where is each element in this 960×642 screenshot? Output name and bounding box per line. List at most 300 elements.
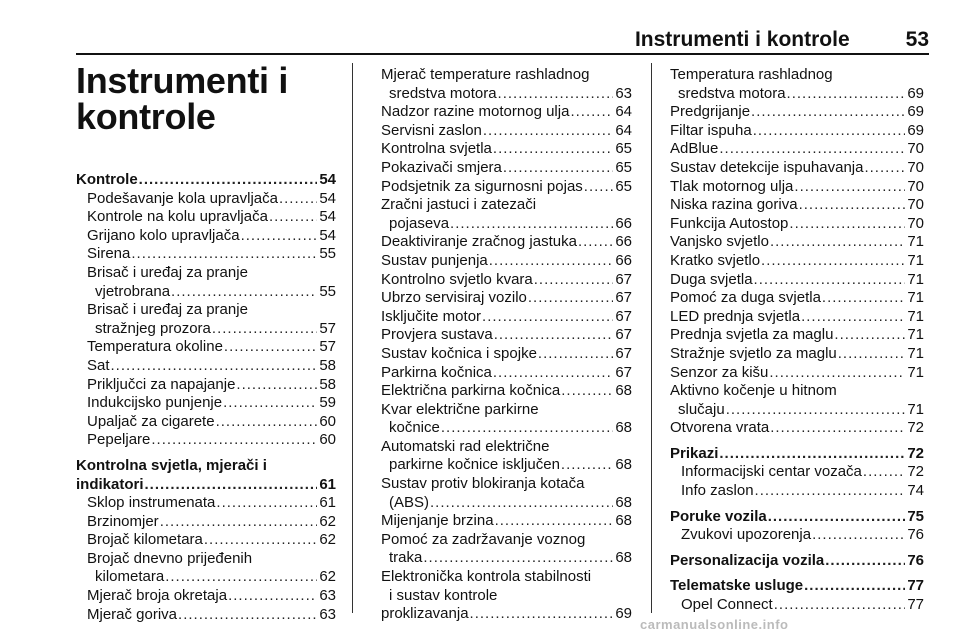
toc-entry	[381, 345, 632, 364]
toc-page-number: 71	[907, 251, 924, 269]
page-number: 53	[905, 28, 929, 51]
toc-section	[76, 171, 336, 190]
toc-entry-line	[87, 394, 336, 413]
toc-entry	[670, 364, 924, 383]
toc-entry	[76, 431, 336, 450]
toc-entry-line	[76, 171, 336, 190]
dot-leader	[224, 338, 317, 357]
toc-entry-line	[670, 103, 924, 122]
toc-entry-line	[670, 577, 924, 596]
toc-entry-line	[87, 587, 336, 606]
toc-entry	[76, 338, 336, 357]
toc-page-number: 60	[319, 431, 336, 449]
toc-page-number: 76	[907, 551, 924, 569]
toc-entry-line	[87, 531, 336, 550]
toc-entry	[670, 103, 924, 122]
dot-leader	[470, 605, 614, 624]
toc-page-number: 64	[615, 121, 632, 139]
toc-entry-text: Personalizacija vozila	[670, 551, 825, 569]
dot-leader	[789, 215, 905, 234]
toc-entry	[670, 159, 924, 178]
toc-entry-text: Kontrolna svjetla	[381, 140, 492, 158]
toc-section	[670, 445, 924, 464]
dot-leader	[236, 376, 317, 395]
toc-entry-line	[670, 122, 924, 141]
toc-entry-line	[381, 382, 632, 401]
toc-entry-line	[381, 326, 632, 345]
toc-entry	[76, 245, 336, 264]
toc-entry	[76, 587, 336, 606]
dot-leader	[503, 159, 613, 178]
dot-leader	[561, 382, 613, 401]
toc-entry-line	[381, 103, 632, 122]
toc-entry-line	[670, 252, 924, 271]
toc-entry-text: Kratko svjetlo	[670, 251, 761, 269]
toc-entry-line	[670, 308, 924, 327]
dot-leader	[216, 494, 317, 513]
toc-entry-line	[87, 568, 336, 587]
toc-entry-text: Pomoć za duga svjetla	[670, 289, 821, 307]
toc-entry-line	[670, 364, 924, 383]
toc-page-number: 71	[907, 270, 924, 288]
toc-entry-text: Pokazivači smjera	[381, 158, 502, 176]
toc-entry	[670, 178, 924, 197]
toc-entry	[670, 196, 924, 215]
toc-entry	[76, 550, 336, 587]
toc-entry-line	[87, 431, 336, 450]
dot-leader	[768, 508, 906, 527]
dot-leader	[804, 577, 905, 596]
toc-entry	[670, 596, 924, 615]
toc-page-number: 66	[615, 233, 632, 251]
toc-entry-line	[681, 463, 924, 482]
toc-entry-text: Električna parkirna kočnica	[381, 382, 561, 400]
header-rule	[76, 53, 929, 55]
dot-leader	[498, 85, 614, 104]
toc-entry	[381, 289, 632, 308]
toc-entry	[381, 308, 632, 327]
toc-page-number: 60	[319, 412, 336, 430]
toc-entry-text: Nadzor razine motornog ulja	[381, 103, 570, 121]
dot-leader	[494, 326, 614, 345]
toc-page-number: 57	[319, 338, 336, 356]
toc-entry-text: Kontrole na kolu upravljača	[87, 208, 268, 226]
toc-page-number: 72	[907, 419, 924, 437]
toc-entry	[381, 271, 632, 290]
toc-entry-line	[381, 512, 632, 531]
toc-entry-line	[670, 552, 924, 571]
toc-entry-text: Opel Connect	[681, 596, 773, 614]
toc-entry	[76, 513, 336, 532]
dot-leader	[838, 345, 906, 364]
toc-entry	[670, 271, 924, 290]
toc-entry-text: Brojač kilometara	[87, 531, 203, 549]
toc-entry-text: Tlak motornog ulja	[670, 177, 794, 195]
toc-entry-text: Brojač dnevno prijeđenih	[87, 549, 253, 567]
toc-entry-text: Sat	[87, 356, 110, 374]
toc-entry-text: Brisač i uređaj za pranje	[87, 263, 248, 281]
dot-leader	[212, 320, 317, 339]
toc-entry	[76, 413, 336, 432]
toc-page-number: 54	[319, 189, 336, 207]
toc-page-number: 72	[907, 463, 924, 481]
toc-page-number: 72	[907, 444, 924, 462]
toc-entry-text: Telematske usluge	[670, 577, 804, 595]
toc-entry-line	[381, 308, 632, 327]
toc-entry-text: Info zaslon	[681, 482, 754, 500]
toc-entry-text: Podešavanje kola upravljača	[87, 189, 278, 207]
toc-entry	[76, 394, 336, 413]
dot-leader	[834, 326, 905, 345]
toc-entry-text: Sustav kočnica i spojke	[381, 344, 537, 362]
toc-entry-text: Temperatura rashladnog	[670, 66, 833, 83]
toc-entry	[76, 264, 336, 301]
dot-leader	[864, 159, 905, 178]
dot-leader	[799, 196, 906, 215]
toc-entry-line	[381, 159, 632, 178]
dot-leader	[423, 549, 613, 568]
toc-page-number: 68	[615, 382, 632, 400]
toc-page-number: 54	[319, 226, 336, 244]
toc-entry	[670, 140, 924, 159]
dot-leader	[863, 463, 905, 482]
toc-entry	[381, 364, 632, 383]
toc-entry	[670, 215, 924, 234]
toc-entry-line	[670, 85, 924, 104]
toc-entry-text: Zvukovi upozorenja	[681, 526, 812, 544]
toc-entry-text: Prednja svjetla za maglu	[670, 326, 834, 344]
toc-page-number: 61	[319, 494, 336, 512]
toc-entry-text: Indukcijsko punjenje	[87, 394, 223, 412]
toc-page-number: 67	[615, 363, 632, 381]
toc-entry-text: AdBlue	[670, 140, 719, 158]
toc-page-number: 74	[907, 482, 924, 500]
toc-page-number: 77	[907, 596, 924, 614]
dot-leader	[534, 271, 614, 290]
toc-page-number: 68	[615, 549, 632, 567]
dot-leader	[495, 512, 614, 531]
toc-entry	[76, 301, 336, 338]
dot-leader	[160, 513, 318, 532]
toc-entry-text: Isključite motor	[381, 307, 482, 325]
toc-entry-text: Sustav protiv blokiranja kotača	[381, 475, 585, 493]
toc-entry	[381, 326, 632, 345]
toc-page-number: 70	[907, 158, 924, 176]
toc-page-number: 67	[615, 326, 632, 344]
toc-entry-text: Aktivno kočenje u hitnom	[670, 382, 837, 400]
toc-entry	[670, 463, 924, 482]
toc-entry-text: Pomoć za zadržavanje voznog	[381, 530, 586, 548]
dot-leader	[751, 103, 905, 122]
toc-entry-line	[381, 233, 632, 252]
dot-leader	[770, 233, 905, 252]
toc-page-number: 65	[615, 177, 632, 195]
toc-entry-line	[87, 606, 336, 625]
toc-entry-text: Priključci za napajanje	[87, 375, 236, 393]
toc-entry-line	[670, 233, 924, 252]
toc-entry-text: Vanjsko svjetlo	[670, 233, 769, 251]
toc-page-number: 55	[319, 282, 336, 300]
toc-entry	[381, 382, 632, 401]
toc-entry	[76, 531, 336, 550]
toc-entry-line	[87, 190, 336, 209]
toc-entry	[76, 190, 336, 209]
toc-entry-line	[381, 178, 632, 197]
toc-section	[670, 552, 924, 571]
toc-entry	[381, 103, 632, 122]
toc-page-number: 55	[319, 245, 336, 263]
toc-entry-text: proklizavanja	[381, 605, 469, 623]
toc-page-number: 65	[615, 158, 632, 176]
toc-page-number: 69	[907, 103, 924, 121]
toc-page-number: 68	[615, 493, 632, 511]
toc-entry-text: Upaljač za cigarete	[87, 412, 215, 430]
toc-entry-line	[670, 345, 924, 364]
toc-entry-text: stražnjeg prozora	[95, 319, 211, 337]
toc-entry-text: Temperatura okoline	[87, 338, 223, 356]
dot-leader	[279, 190, 317, 209]
dot-leader	[794, 178, 905, 197]
dot-leader	[204, 531, 317, 550]
toc-entry-text: Grijano kolo upravljača	[87, 226, 240, 244]
toc-entry	[670, 289, 924, 308]
dot-leader	[139, 171, 318, 190]
dot-leader	[755, 482, 906, 501]
dot-leader	[430, 494, 613, 513]
dot-leader	[493, 364, 613, 383]
toc-entry-line	[670, 271, 924, 290]
toc-page-number: 70	[907, 214, 924, 232]
toc-entry-text: Provjera sustava	[381, 326, 493, 344]
toc-entry-text: (ABS)	[389, 493, 430, 511]
dot-leader	[151, 431, 317, 450]
toc-entry	[670, 326, 924, 345]
toc-entry	[76, 357, 336, 376]
toc-entry-text: Sustav detekcije ispuhavanja	[670, 158, 864, 176]
toc-entry-line	[381, 456, 632, 475]
dot-leader	[493, 140, 613, 159]
toc-entry	[381, 233, 632, 252]
dot-leader	[822, 289, 905, 308]
dot-leader	[131, 245, 317, 264]
toc-entry-text: Prikazi	[670, 444, 719, 462]
toc-page-number: 67	[615, 270, 632, 288]
running-header	[76, 28, 929, 52]
toc-entry-line	[381, 85, 632, 104]
toc-entry	[381, 66, 632, 103]
toc-entry-line	[87, 245, 336, 264]
toc-page-number: 58	[319, 356, 336, 374]
toc-page-number: 68	[615, 419, 632, 437]
dot-leader	[787, 85, 906, 104]
toc-entry	[381, 196, 632, 233]
dot-leader	[578, 233, 613, 252]
toc-entry-line	[670, 178, 924, 197]
toc-page-number: 68	[615, 456, 632, 474]
toc-column-1	[76, 171, 336, 624]
toc-entry-line	[670, 419, 924, 438]
dot-leader	[753, 122, 906, 141]
toc-entry	[76, 227, 336, 246]
toc-entry	[381, 178, 632, 197]
toc-entry-text: traka	[389, 549, 423, 567]
toc-page-number: 75	[907, 507, 924, 525]
toc-entry-line	[87, 376, 336, 395]
toc-entry	[381, 122, 632, 141]
toc-entry-text: indikatori	[76, 475, 144, 493]
toc-page-number: 76	[907, 526, 924, 544]
toc-entry	[381, 401, 632, 438]
toc-entry-text: Kontrolno svjetlo kvara	[381, 270, 533, 288]
toc-page-number: 68	[615, 512, 632, 530]
dot-leader	[178, 606, 317, 625]
dot-leader	[165, 568, 317, 587]
toc-section	[670, 508, 924, 527]
toc-page-number: 70	[907, 140, 924, 158]
toc-entry-text: Deaktiviranje zračnog jastuka	[381, 233, 577, 251]
toc-entry-line	[670, 140, 924, 159]
toc-entry	[381, 252, 632, 271]
toc-entry	[670, 122, 924, 141]
toc-page-number: 62	[319, 512, 336, 530]
toc-entry	[670, 308, 924, 327]
dot-leader	[538, 345, 613, 364]
dot-leader	[223, 394, 317, 413]
toc-entry-text: Brisač i uređaj za pranje	[87, 301, 248, 319]
toc-entry	[381, 475, 632, 512]
toc-entry-line	[87, 494, 336, 513]
dot-leader	[726, 401, 906, 420]
toc-entry-line	[381, 122, 632, 141]
toc-entry	[670, 252, 924, 271]
toc-page-number: 64	[615, 103, 632, 121]
toc-entry-text: sredstva motora	[389, 84, 497, 102]
toc-entry-text: Zračni jastuci i zatezači	[381, 196, 537, 214]
watermark: carmanualsonline.info	[640, 617, 789, 632]
toc-entry-text: Servisni zaslon	[381, 121, 482, 139]
toc-page-number: 58	[319, 375, 336, 393]
toc-column-3	[670, 66, 924, 615]
toc-entry-text: Filtar ispuha	[670, 121, 752, 139]
toc-page-number: 71	[907, 307, 924, 325]
toc-entry-text: Kontrolna svjetla, mjerači i	[76, 456, 267, 474]
toc-page-number: 66	[615, 214, 632, 232]
toc-entry-text: i sustav kontrole	[389, 586, 498, 604]
dot-leader	[584, 178, 614, 197]
toc-entry-line	[381, 549, 632, 568]
dot-leader	[769, 364, 905, 383]
toc-page-number: 67	[615, 307, 632, 325]
toc-entry-text: Senzor za kišu	[670, 363, 769, 381]
dot-leader	[145, 476, 318, 495]
toc-entry-line	[381, 289, 632, 308]
toc-page-number: 63	[319, 605, 336, 623]
dot-leader	[228, 587, 317, 606]
toc-entry-line	[670, 326, 924, 345]
toc-entry	[670, 345, 924, 364]
dot-leader	[216, 413, 318, 432]
toc-entry-text: Brzinomjer	[87, 512, 159, 530]
dot-leader	[111, 357, 318, 376]
toc-entry-text: parkirne kočnice isključen	[389, 456, 560, 474]
dot-leader	[774, 596, 906, 615]
toc-page-number: 67	[615, 289, 632, 307]
toc-entry-text: kilometara	[95, 568, 165, 586]
dot-leader	[761, 252, 905, 271]
toc-column-2	[381, 66, 632, 624]
dot-leader	[482, 308, 613, 327]
dot-leader	[450, 215, 613, 234]
toc-entry	[381, 140, 632, 159]
toc-entry-line	[87, 413, 336, 432]
toc-entry-line	[87, 320, 336, 339]
toc-entry-text: Mjerač goriva	[87, 605, 178, 623]
toc-entry-line	[381, 419, 632, 438]
toc-entry-line	[681, 596, 924, 615]
toc-entry-text: Poruke vozila	[670, 507, 767, 525]
toc-entry	[381, 438, 632, 475]
toc-entry-text: Mijenjanje brzina	[381, 512, 494, 530]
toc-entry	[670, 419, 924, 438]
toc-entry	[381, 512, 632, 531]
toc-entry-text: Mjerač broja okretaja	[87, 587, 228, 605]
toc-page-number: 61	[319, 475, 336, 493]
toc-page-number: 70	[907, 196, 924, 214]
dot-leader	[483, 122, 613, 141]
toc-entry	[381, 568, 632, 624]
toc-entry-text: Elektronička kontrola stabilnosti	[381, 568, 592, 586]
toc-page-number: 70	[907, 177, 924, 195]
toc-entry	[670, 233, 924, 252]
dot-leader	[719, 140, 905, 159]
dot-leader	[241, 227, 318, 246]
toc-page-number: 69	[907, 84, 924, 102]
toc-page-number: 66	[615, 251, 632, 269]
toc-entry-text: Duga svjetla	[670, 270, 753, 288]
toc-entry-line	[670, 289, 924, 308]
toc-entry-text: Pepeljare	[87, 431, 151, 449]
toc-page-number: 69	[907, 121, 924, 139]
toc-entry	[76, 208, 336, 227]
toc-entry-text: Informacijski centar vozača	[681, 463, 862, 481]
toc-entry-line	[381, 140, 632, 159]
toc-entry	[381, 531, 632, 568]
toc-entry-line	[670, 508, 924, 527]
toc-entry-line	[681, 482, 924, 501]
toc-entry-text: Stražnje svjetlo za maglu	[670, 344, 837, 362]
dot-leader	[441, 419, 613, 438]
toc-page-number: 67	[615, 344, 632, 362]
header-title: Instrumenti i kontrole	[634, 28, 850, 51]
toc-entry-line	[87, 283, 336, 302]
toc-entry-text: slučaju	[678, 400, 725, 418]
toc-entry-text: vjetrobrana	[95, 282, 171, 300]
toc-entry-line	[87, 227, 336, 246]
column-divider	[352, 63, 353, 613]
toc-entry-text: Kontrole	[76, 171, 138, 188]
toc-entry-text: Niska razina goriva	[670, 196, 798, 214]
toc-entry-line	[381, 215, 632, 234]
toc-page-number: 71	[907, 344, 924, 362]
toc-entry-text: Automatski rad električne	[381, 437, 550, 455]
toc-entry	[670, 526, 924, 545]
toc-entry-line	[87, 338, 336, 357]
toc-page-number: 71	[907, 363, 924, 381]
toc-page-number: 62	[319, 531, 336, 549]
toc-page-number: 65	[615, 140, 632, 158]
toc-entry-line	[76, 476, 336, 495]
toc-entry	[670, 482, 924, 501]
